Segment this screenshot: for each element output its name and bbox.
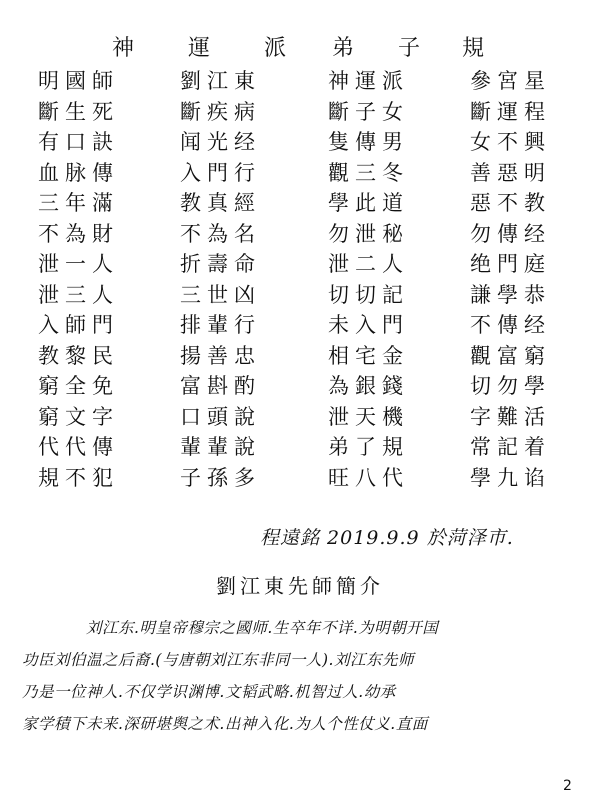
verse-row: [30, 66, 590, 97]
verse-cell: 觀三冬: [328, 160, 409, 185]
verse-cell: 入師門: [38, 313, 119, 337]
verse-cell: 為銀錢: [328, 374, 409, 398]
verse-cell: 富斟酌: [180, 374, 261, 398]
signature: 程遠銘 2019.9.9 於菏泽市.: [260, 527, 514, 549]
verse-cell: 代代傳: [38, 435, 119, 459]
verse-cell: 神運派: [328, 69, 409, 93]
title-char: 派: [264, 36, 287, 61]
verse-cell: 未入門: [328, 313, 409, 337]
verse-row: [30, 371, 590, 402]
verse-row: [30, 432, 590, 463]
verse-cell: 參宮星: [470, 69, 551, 93]
verse-cell: 教真經: [180, 191, 261, 215]
verse-cell: 窮文字: [38, 404, 119, 429]
verse-cell: 泄三人: [38, 282, 119, 307]
verse-cell: 斷運程: [470, 99, 551, 124]
verse-cell: 揚善忠: [180, 343, 261, 368]
bio-line: 功臣刘伯温之后裔.(与唐朝刘江东非同一人).刘江东先师: [22, 651, 414, 669]
verse-cell: 闻光经: [180, 130, 261, 154]
verse-row: [30, 280, 590, 311]
verse-row: [30, 97, 590, 128]
verse-cell: 旺八代: [328, 465, 409, 490]
title-char: 規: [462, 36, 485, 61]
verse-cell: 不為名: [180, 221, 261, 246]
verse-row: [30, 402, 590, 433]
verse-cell: 相宅金: [328, 343, 409, 368]
title-char: 子: [398, 36, 421, 61]
verse-cell: 斷疾病: [180, 99, 261, 124]
verse-cell: 泄二人: [328, 252, 409, 276]
verse-row: [30, 188, 590, 219]
verse-cell: 觀富窮: [470, 343, 551, 368]
verse-cell: 輩輩說: [180, 435, 261, 459]
verse-cell: 勿傳经: [470, 221, 551, 246]
verse-cell: 字難活: [470, 404, 551, 429]
verse-cell: 惡不教: [470, 191, 551, 215]
verse-cell: 不傳经: [470, 313, 551, 337]
verse-cell: 三年滿: [38, 191, 119, 215]
bio-line: 乃是一位神人.不仅学识渊博.文韬武略.机智过人.幼承: [22, 683, 396, 701]
verse-row: [30, 219, 590, 250]
verse-cell: 學此道: [328, 191, 409, 215]
verse-cell: 謙學恭: [470, 282, 551, 307]
title-char: 運: [188, 36, 211, 61]
verse-row: [30, 249, 590, 280]
title-char: 弟: [332, 36, 355, 61]
biography-text: [22, 612, 587, 740]
verse-cell: 規不犯: [38, 465, 119, 490]
verse-cell: 有口訣: [38, 130, 119, 154]
verse-cell: 子孫多: [180, 465, 261, 490]
verse-cell: 切切記: [328, 282, 409, 307]
section-title: 劉江東先師簡介: [216, 574, 384, 598]
verse-row: [30, 341, 590, 372]
verse-cell: 泄天機: [328, 404, 409, 429]
verse-cell: 劉江東: [180, 69, 261, 93]
title-char: 神: [112, 36, 135, 61]
verse-cell: 明國師: [38, 69, 119, 93]
verse-cell: 斷生死: [38, 99, 119, 124]
verse-cell: 折壽命: [180, 252, 261, 276]
verse-cell: 常記着: [470, 435, 551, 459]
verse-cell: 教黎民: [38, 343, 119, 368]
verse-row: [30, 127, 590, 158]
page-number: 2: [563, 778, 572, 794]
verse-cell: 入門行: [180, 160, 261, 185]
bio-line: 刘江东.明皇帝穆宗之國师.生卒年不详.为明朝开国: [86, 619, 439, 637]
bio-line: 家学積下未来.深研堪舆之术.出神入化.为人个性仗义.直面: [22, 715, 428, 733]
verse-cell: 勿泄秘: [328, 221, 409, 246]
verse-row: [30, 310, 590, 341]
title-row: [0, 32, 600, 66]
verse-cell: 隻傳男: [328, 130, 409, 154]
verse-cell: 善惡明: [470, 160, 551, 185]
verse-cell: 弟了規: [328, 435, 409, 459]
verse-cell: 绝門庭: [470, 252, 551, 276]
verse-cell: 切勿學: [470, 374, 551, 398]
verse-cell: 斷子女: [328, 99, 409, 124]
verse-cell: 泄一人: [38, 252, 119, 276]
verse-row: [30, 158, 590, 189]
verse-row: [30, 463, 590, 494]
verse-grid: [30, 66, 590, 493]
verse-cell: 學九谄: [470, 465, 551, 490]
verse-cell: 口頭說: [180, 404, 261, 429]
verse-cell: 女不興: [470, 130, 551, 154]
verse-cell: 血脉傳: [38, 160, 119, 185]
verse-cell: 排輩行: [180, 313, 261, 337]
verse-cell: 三世凶: [180, 282, 261, 307]
verse-cell: 不為財: [38, 221, 119, 246]
verse-cell: 窮全免: [38, 374, 119, 398]
